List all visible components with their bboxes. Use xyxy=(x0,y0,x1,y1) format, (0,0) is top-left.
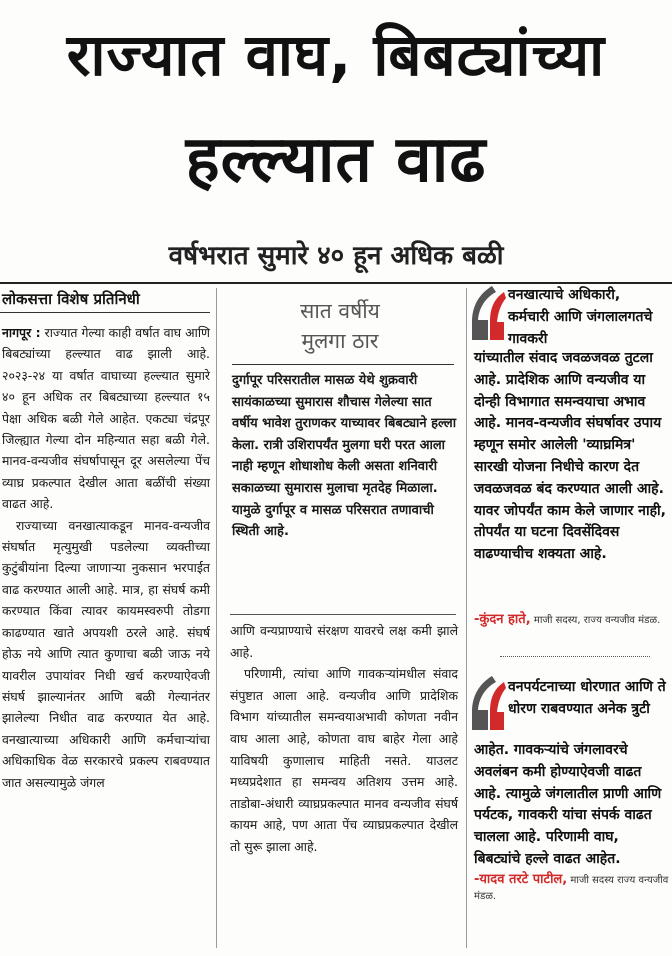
article-paragraph-1 xyxy=(2,322,210,515)
column-divider-1 xyxy=(216,288,217,948)
quote-1-author: -कुंदन हाते, xyxy=(474,612,531,627)
column-divider-2 xyxy=(466,288,467,948)
headline-line-2: हल्ल्यात वाढ xyxy=(185,123,487,197)
quote-divider xyxy=(500,656,650,657)
article-column-2 xyxy=(230,620,458,858)
dateline: नागपूर : xyxy=(2,325,41,340)
quote-2-author: -यादव तरटे पाटील, xyxy=(474,872,568,887)
quote-1-attribution xyxy=(474,612,670,629)
article-paragraph-4: परिणामी, त्यांचा आणि गावकऱ्यांमधील संवाद संपुष्टात आला आहे. वन्यजीव आणि प्रादेशिक विभाग यांच्यातील समन्वयाअभावी कोणता नवीन वाघ आला आहे, कोणता वाघ बाहेर गेला आहे याविषयी कुणालाच माहिती नसते. याउलट मध्यप्रदेशात हा समन्वय अतिशय उत्तम आहे. ताडोबा-अंधारी व्याघ्रप्रकल्पात मानव वन्यजीव संघर्ष कायम आहे, पण आता पेंच व्याघ्रप्रकल्पात देखील तो सुरू झाला आहे. xyxy=(230,666,458,854)
sidebar-box-rule xyxy=(232,364,454,365)
subheadline: वर्षभरात सुमारे ४० हून अधिक बळी xyxy=(168,241,504,271)
quote-mark-icon xyxy=(470,674,506,732)
quote-2-lead: वनपर्यटनाच्या धोरणात आणि ते धोरण राबवण्यात अनेक त्रुटी xyxy=(508,679,666,717)
sidebar-box-heading-line-2: मुलगा ठार xyxy=(301,329,379,353)
quote-1-lead: वनखात्याचे अधिकारी, कर्मचारी आणि जंगलालगतचे गावकरी xyxy=(508,287,653,347)
quote-2-role: माजी सदस्य राज्य वन्यजीव मंडळ. xyxy=(474,875,669,902)
sidebar-box-heading-line-1: सात वर्षीय xyxy=(300,299,380,323)
sidebar-box-bottom-rule xyxy=(230,614,456,615)
article-column-1 xyxy=(2,322,210,793)
article-paragraph-2: राज्याच्या वनखात्याकडून मानव-वन्यजीव संघर्षात मृत्युमुखी पडलेल्या व्यक्तीच्या कुटुंबीयांना दिल्या जाणाऱ्या नुकसान भरपाईत वाढ करण्यात आली आहे. मात्र, हा संघर्ष कमी करण्यात किंवा त्यावर कायमस्वरुपी तोडगा काढण्यात खाते अपयशी ठरले आहे. संघर्ष होऊ नये आणि त्यात कुणाचा बळी जाऊ नये यावरील उपायांवर निधी खर्च करण्याऐवजी संघर्ष झाल्यानंतर आणि बळी गेल्यानंतर झालेल्या निधीत वाढ करण्यात येत आहे. वनखात्याच्या अधिकारी आणि कर्मचाऱ्यांचा अधिकाधिक वेळ सरकारचे प्रकल्प राबवण्यात जात असल्यामुळे जंगल xyxy=(2,517,210,790)
headline-line-1: राज्यात वाघ, बिबट्यांच्या xyxy=(66,21,606,89)
quote-2-body: आहेत. गावकऱ्यांचे जंगलावरचे अवलंबन कमी होण्याऐवजी वाढत आहे. त्यामुळे जंगलातील प्राणी आणि पर्यटक, गावकरी यांचा संपर्क वाढत चालला आहे. परिणामी वाघ, बिबट्यांचे हल्ले वाढत आहेत. xyxy=(474,742,662,867)
sidebar-box-heading xyxy=(272,296,408,356)
article-paragraph-3: आणि वन्यप्राण्याचे संरक्षण यावरचे लक्ष कमी झाले आहे. xyxy=(230,623,458,660)
quote-2-attribution xyxy=(474,872,670,905)
article-para1-text: राज्यात गेल्या काही वर्षात वाघ आणि बिबट्यांच्या हल्ल्यात वाढ झाली आहे. २०२३-२४ या वर्षात वाघाच्या हल्ल्यात सुमारे ४० हून अधिक तर बिबट्याच्या हल्ल्यात १५ पेक्षा अधिक बळी गेले आहेत. एकट्या चंद्रपूर जिल्ह्यात गेल्या दोन महिन्यात सहा बळी गेले. मानव-वन्यजीव संघर्षापासून दूर असलेल्या पेंच व्याघ्र प्रकल्पात देखील आता बळींची संख्या वाढत आहे. xyxy=(2,325,210,512)
sidebar-box-text: दुर्गापूर परिसरातील मासळ येथे शुक्रवारी सायंकाळच्या सुमारास शौचास गेलेल्या सात वर्षीय भावेश तुराणकर याच्यावर बिबट्याने हल्ला केला. रात्री उशिरापर्यंत मुलगा घरी परत आला नाही म्हणून शोधाशोध केली असता शनिवारी सकाळच्या सुमारास मुलाचा मृतदेह मिळाला. यामुळे दुर्गापूर व मासळ परिसरात तणावाची स्थिती आहे. xyxy=(232,373,457,540)
quote-mark-icon xyxy=(470,284,506,342)
byline-rule xyxy=(0,312,210,313)
quote-1-body: यांच्यातील संवाद जवळजवळ तुटला आहे. प्रादेशिक आणि वन्यजीव या दोन्ही विभागात समन्वयाचा अभाव आहे. मानव-वन्यजीव संघर्षावर उपाय म्हणून समोर आलेली 'व्याघ्रमित्र' सारखी योजना निधीचे कारण देत जवळजवळ बंद करण्यात आली आहे. यावर जोपर्यंत काम केले जाणार नाही, तोपर्यंत या घटना दिवसेंदिवस वाढण्याचीच शक्यता आहे. xyxy=(474,350,666,563)
quote-1-role: माजी सदस्य, राज्य वन्यजीव मंडळ. xyxy=(533,615,661,626)
byline: लोकसत्ता विशेष प्रतिनिधी xyxy=(2,290,140,308)
